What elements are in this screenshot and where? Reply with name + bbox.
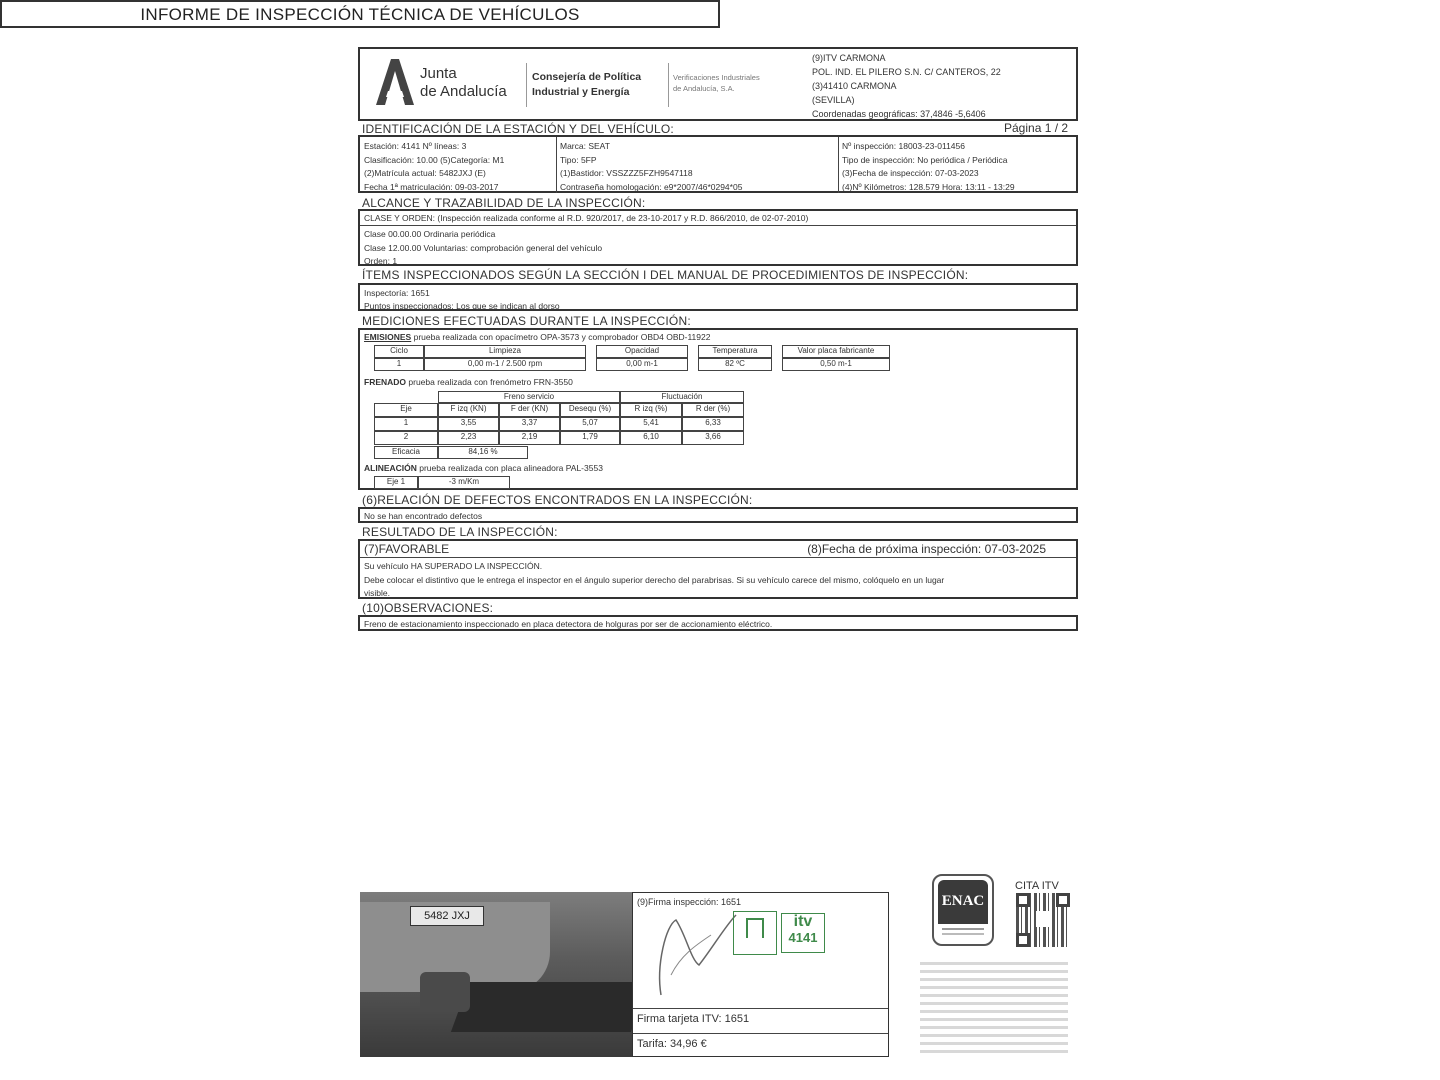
cita-itv-label: CITA ITV: [1015, 880, 1059, 892]
frenado-cell: 1: [374, 417, 438, 431]
frenado-cell: 6,33: [682, 417, 744, 431]
em-v-temperatura: 82 ºC: [698, 358, 772, 371]
veiasa-line1: Verificaciones Industriales: [673, 73, 760, 82]
frenado-header-cell: Desequ (%): [560, 403, 620, 417]
consejeria-line2: Industrial y Energía: [532, 86, 630, 98]
observaciones-heading: (10)OBSERVACIONES:: [362, 601, 494, 615]
observaciones-text: Freno de estacionamiento inspeccionado en placa detectora de holguras por ser de accionamiento eléctrico.: [364, 619, 773, 629]
result-favorable: (7)FAVORABLE: [364, 542, 450, 556]
em-h-opacidad: Opacidad: [596, 345, 688, 358]
ident-col-vehicle: Marca: SEAT Tipo: 5FP (1)Bastidor: VSSZZZ5FZH9547118 Contraseña homologación: e9*2007/46*0294*05: [560, 141, 743, 192]
firma-tarjeta: Firma tarjeta ITV: 1651: [637, 1013, 750, 1025]
page-number: Página 1 / 2: [1004, 121, 1069, 135]
em-v-ciclo: 1: [374, 358, 424, 371]
items-heading: ÍTEMS INSPECCIONADOS SEGÚN LA SECCIÓN I DEL MANUAL DE PROCEDIMIENTOS DE INSPECCIÓN:: [362, 268, 969, 282]
frenado-header-cell: F der (KN): [499, 403, 560, 417]
frenado-cell: 3,55: [438, 417, 499, 431]
proxima-inspeccion: (8)Fecha de próxima inspección: 07-03-2025: [807, 542, 1046, 556]
em-h-limpieza: Limpieza: [424, 345, 586, 358]
em-v-valor-placa: 0,50 m-1: [782, 358, 890, 371]
mediciones-box: [358, 328, 1078, 490]
junta-line2: de Andalucía: [420, 83, 507, 100]
resultado-line1: Su vehículo HA SUPERADO LA INSPECCIÓN.: [364, 561, 543, 571]
frenado-cell: 3,37: [499, 417, 560, 431]
resultado-box: [358, 539, 1078, 599]
frenado-cell: 3,66: [682, 431, 744, 445]
frenado-header-cell: R izq (%): [620, 403, 682, 417]
emisiones-line: EMISIONES prueba realizada con opacímetro OPA-3573 y comprobador OBD4 OBD-11922: [364, 332, 711, 342]
alcance-heading: ALCANCE Y TRAZABILIDAD DE LA INSPECCIÓN:: [362, 196, 646, 210]
defectos-text: No se han encontrado defectos: [364, 511, 483, 521]
license-plate: 5482 JXJ: [410, 906, 484, 926]
defectos-box: [358, 507, 1078, 523]
frenado-line: FRENADO prueba realizada con frenómetro FRN-3550: [364, 377, 573, 387]
frenado-cell: 1,79: [560, 431, 620, 445]
frenado-cell: 2: [374, 431, 438, 445]
mediciones-heading: MEDICIONES EFECTUADAS DURANTE LA INSPECCIÓN:: [362, 314, 691, 328]
observaciones-box: [358, 615, 1078, 631]
eje-label: Eje 1: [374, 476, 418, 489]
clase-list: Clase 00.00.00 Ordinaria periódica Clase 12.00.00 Voluntarias: comprobación general del vehículo Orden: 1: [364, 229, 603, 266]
junta-line1: Junta: [420, 65, 457, 82]
freno-servicio-header: Freno servicio: [438, 391, 620, 403]
puntos-text: Puntos inspeccionados: Los que se indican al dorso: [364, 300, 560, 311]
ident-col-inspection: Nº inspección: 18003-23-011456 Tipo de inspección: No periódica / Periódica (3)Fecha de inspección: 07-03-2023 (4)Nº Kilómetros: 128.579 Hora: 13:11 - 13:29: [842, 141, 1015, 192]
report-title: INFORME DE INSPECCIÓN TÉCNICA DE VEHÍCULOS: [0, 0, 720, 28]
frenado-cell: 5,07: [560, 417, 620, 431]
header-box: [358, 47, 1078, 121]
vehicle-photo: [360, 892, 632, 1057]
frenado-header-cell: F izq (KN): [438, 403, 499, 417]
em-v-limpieza: 0,00 m-1 / 2.500 rpm: [424, 358, 586, 371]
veiasa-line2: de Andalucía, S.A.: [673, 84, 735, 93]
faded-legal-text: [920, 962, 1068, 1054]
enac-logo: ENAC: [932, 874, 994, 946]
firma-inspeccion: (9)Firma inspección: 1651: [637, 897, 742, 907]
frenado-header-cell: Eje: [374, 403, 438, 417]
alcance-box: [358, 209, 1078, 266]
itv-stamp: itv 4141: [781, 913, 825, 953]
frenado-cell: 2,19: [499, 431, 560, 445]
station-address: (9)ITV CARMONA POL. IND. EL PILERO S.N. C/ CANTEROS, 22 (3)41410 CARMONA (SEVILLA) Coordenadas geográficas: 37,4846 -5,6406: [812, 53, 1001, 119]
ident-col-station: Estación: 4141 Nº líneas: 3 Clasificación: 10.00 (5)Categoría: M1 (2)Matrícula actual: 5482JXJ (E) Fecha 1ª matriculación: 09-03-2017: [364, 141, 505, 192]
resultado-heading: RESULTADO DE LA INSPECCIÓN:: [362, 525, 558, 539]
junta-stamp-icon: [733, 911, 777, 955]
frenado-cell: 2,23: [438, 431, 499, 445]
frenado-cell: 6,10: [620, 431, 682, 445]
eje-value: -3 m/Km: [418, 476, 510, 489]
resultado-line3: visible.: [364, 588, 390, 598]
eficacia-value: 84,16 %: [438, 446, 528, 459]
ident-heading: IDENTIFICACIÓN DE LA ESTACIÓN Y DEL VEHÍCULO:: [362, 122, 674, 136]
clase-orden-line: CLASE Y ORDEN: (Inspección realizada conforme al R.D. 920/2017, de 23-10-2017 y R.D. 866/2010, de 02-07-2010): [364, 213, 809, 223]
alineacion-line: ALINEACIÓN prueba realizada con placa alineadora PAL-3553: [364, 463, 603, 473]
em-h-valor-placa: Valor placa fabricante: [782, 345, 890, 358]
tarifa: Tarifa: 34,96 €: [637, 1038, 707, 1050]
qr-code-icon[interactable]: [1016, 893, 1070, 947]
signature-box: [632, 892, 889, 1057]
ident-box: [358, 135, 1078, 193]
em-h-temperatura: Temperatura: [698, 345, 772, 358]
consejeria-line1: Consejería de Política: [532, 71, 642, 83]
items-box: [358, 283, 1078, 311]
inspectoria-text: Inspectoría: 1651: [364, 288, 430, 298]
fluctuacion-header: Fluctuación: [620, 391, 744, 403]
resultado-line2: Debe colocar el distintivo que le entrega el inspector en el ángulo superior derecho del parabrisas. Si su vehículo carece del mismo, colóquelo en un lugar: [364, 574, 945, 585]
eficacia-label: Eficacia: [374, 446, 438, 459]
em-v-opacidad: 0,00 m-1: [596, 358, 688, 371]
em-h-ciclo: Ciclo: [374, 345, 424, 358]
frenado-cell: 5,41: [620, 417, 682, 431]
junta-logo-icon: [374, 57, 416, 107]
defectos-heading: (6)RELACIÓN DE DEFECTOS ENCONTRADOS EN LA INSPECCIÓN:: [362, 493, 753, 507]
frenado-header-cell: R der (%): [682, 403, 744, 417]
